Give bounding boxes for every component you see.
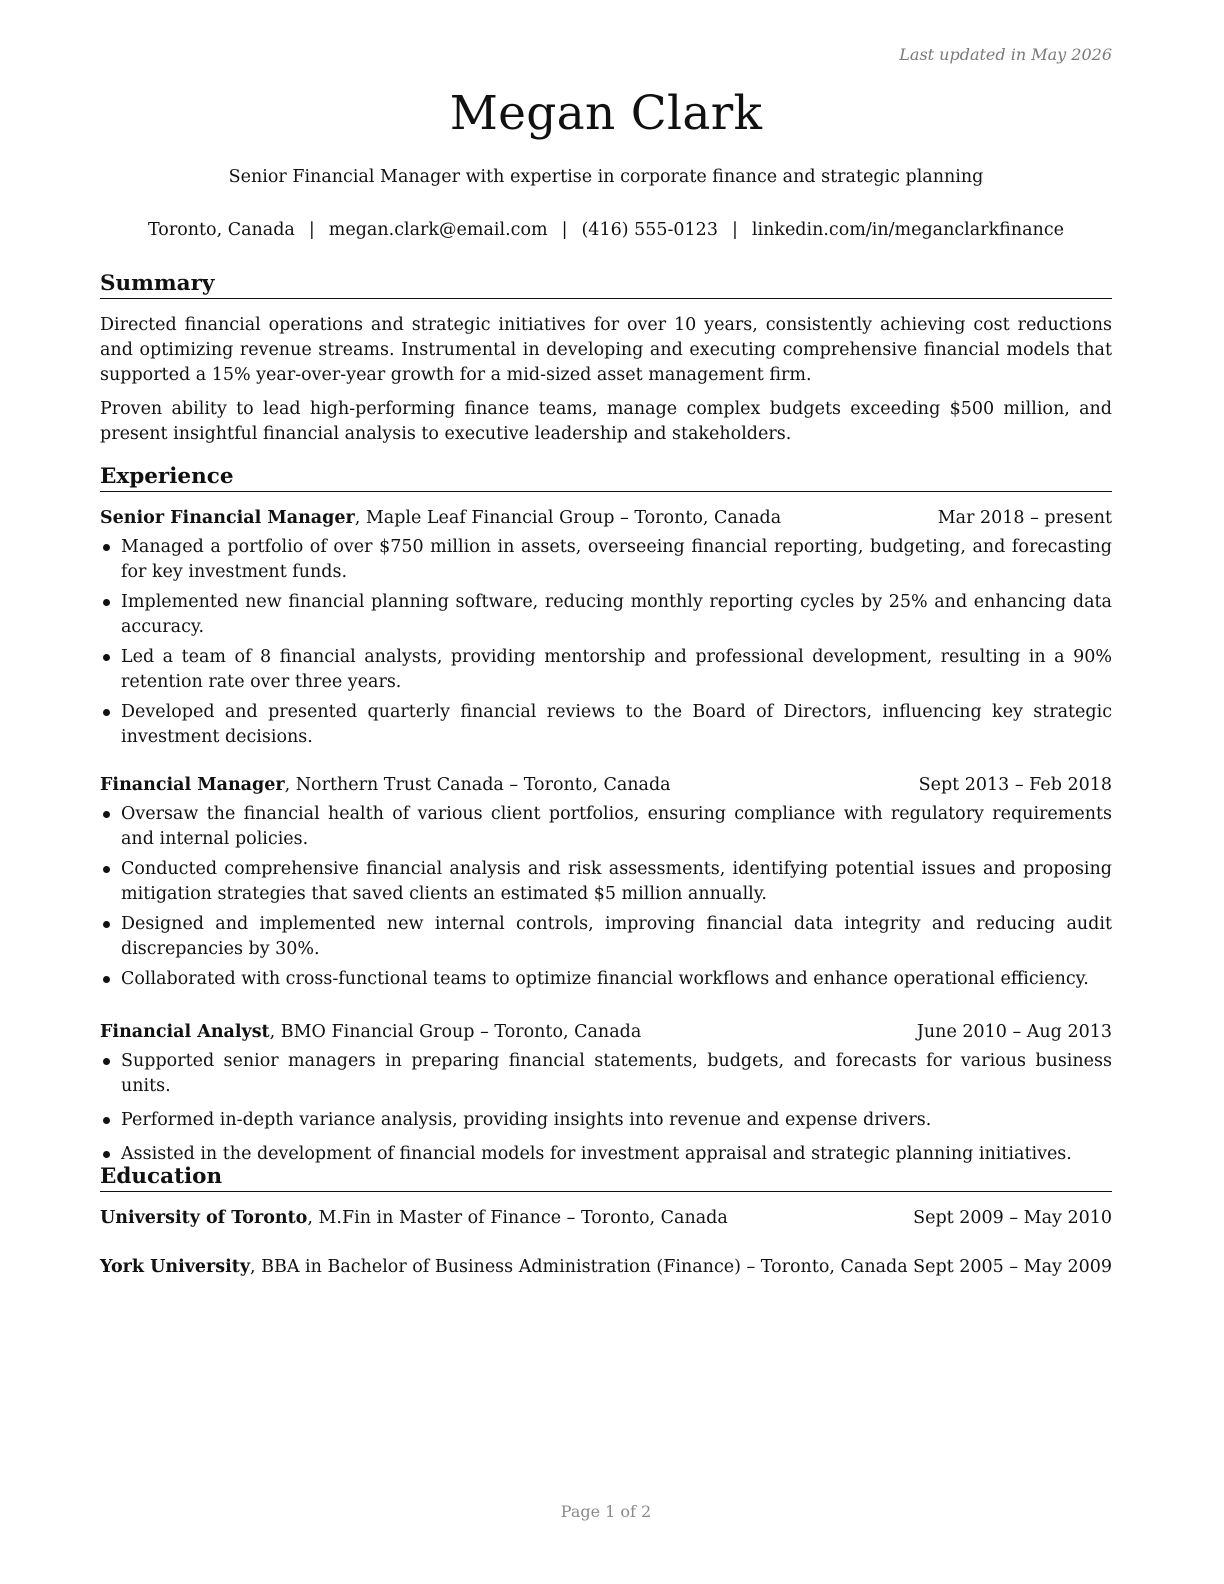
job-bullet: Oversaw the financial health of various client portfolios, ensuring compliance with regulatory requirements and internal policies. (100, 802, 1112, 852)
school-name: University of Toronto (100, 1208, 308, 1228)
education-dates: Sept 2005 – May 2009 (913, 1257, 1112, 1277)
job-header-row (100, 506, 1112, 531)
job-bullet: Managed a portfolio of over $750 million in assets, overseeing financial reporting, budgeting, and forecasting for key investment funds. (100, 535, 1112, 585)
bullet-dot-icon (103, 709, 110, 716)
section-title-experience: Experience (100, 464, 1112, 492)
contact-email-link[interactable]: megan.clark@email.com (328, 220, 548, 240)
education-section (100, 1164, 1112, 1280)
job-entry (100, 773, 1112, 992)
bullet-dot-icon (103, 544, 110, 551)
job-organization: , BMO Financial Group – Toronto, Canada (269, 1022, 642, 1042)
job-bullet: Developed and presented quarterly financial reviews to the Board of Directors, influencing key strategic investment decisions. (100, 700, 1112, 750)
job-dates: Sept 2013 – Feb 2018 (918, 775, 1112, 795)
job-bullet: Assisted in the development of financial models for investment appraisal and strategic planning initiatives. (100, 1142, 1112, 1167)
candidate-name: Megan Clark (449, 86, 763, 141)
contact-phone-link[interactable]: (416) 555-0123 (581, 220, 718, 240)
section-title-education: Education (100, 1164, 1112, 1192)
bullet-dot-icon (103, 1058, 110, 1065)
job-header-row (100, 1020, 1112, 1045)
education-dates: Sept 2009 – May 2010 (913, 1208, 1112, 1228)
bullet-dot-icon (103, 811, 110, 818)
job-bullet: Designed and implemented new internal controls, improving financial data integrity and reducing audit discrepancies by 30%. (100, 912, 1112, 962)
contact-location: Toronto, Canada (147, 220, 295, 240)
job-header-row (100, 773, 1112, 798)
job-dates: June 2010 – Aug 2013 (916, 1022, 1112, 1042)
last-updated-note: Last updated in May 2026 (899, 45, 1112, 64)
resume-page (100, 0, 1112, 1584)
job-entry (100, 506, 1112, 750)
school-name: York University (100, 1257, 250, 1277)
job-bullet: Led a team of 8 financial analysts, providing mentorship and professional development, resulting in a 90% retention rate over three years. (100, 645, 1112, 695)
degree-info: , M.Fin in Master of Finance – Toronto, Canada (307, 1208, 728, 1228)
bullet-dot-icon (103, 976, 110, 983)
summary-paragraph: Proven ability to lead high-performing finance teams, manage complex budgets exceeding $500 million, and present insightful financial analysis to executive leadership and stakeholders. (100, 399, 1112, 444)
job-entry (100, 1020, 1112, 1167)
degree-info: , BBA in Bachelor of Business Administration (Finance) – Toronto, Canada (250, 1257, 908, 1277)
section-title-summary: Summary (100, 271, 1112, 299)
job-bullet: Performed in-depth variance analysis, providing insights into revenue and expense drivers. (100, 1108, 1112, 1133)
page-number: Page 1 of 2 (560, 1502, 652, 1521)
bullet-dot-icon (103, 599, 110, 606)
contact-separator: | (731, 220, 738, 240)
education-entry (100, 1206, 1112, 1231)
bullet-dot-icon (103, 1151, 110, 1158)
job-dates: Mar 2018 – present (937, 508, 1112, 528)
job-bullet-list (100, 535, 1112, 750)
job-bullet: Conducted comprehensive financial analysis and risk assessments, identifying potential issues and proposing mitigation strategies that saved clients an estimated $5 million annually. (100, 857, 1112, 907)
contact-line (100, 220, 1112, 240)
bullet-dot-icon (103, 921, 110, 928)
bullet-dot-icon (103, 1117, 110, 1124)
contact-separator: | (308, 220, 315, 240)
bullet-dot-icon (103, 866, 110, 873)
job-bullet: Collaborated with cross-functional teams to optimize financial workflows and enhance operational efficiency. (100, 967, 1112, 992)
job-bullet-list (100, 1049, 1112, 1167)
job-organization: , Maple Leaf Financial Group – Toronto, Canada (354, 508, 782, 528)
bullet-dot-icon (103, 654, 110, 661)
job-organization: , Northern Trust Canada – Toronto, Canada (284, 775, 671, 795)
tagline: Senior Financial Manager with expertise in corporate finance and strategic planning (228, 167, 984, 187)
contact-separator: | (561, 220, 568, 240)
job-title: Senior Financial Manager (100, 508, 355, 528)
job-bullet-list (100, 802, 1112, 992)
summary-paragraph: Directed financial operations and strategic initiatives for over 10 years, consistently achieving cost reductions and optimizing revenue streams. Instrumental in developing and executing comprehensive financial models that supported a 15% year-over-year growth for a mid-sized asset management firm. (100, 315, 1112, 385)
experience-section (100, 464, 1112, 1167)
job-title: Financial Analyst (100, 1022, 270, 1042)
summary-section (100, 271, 1112, 447)
job-title: Financial Manager (100, 775, 285, 795)
job-bullet: Implemented new financial planning software, reducing monthly reporting cycles by 25% and enhancing data accuracy. (100, 590, 1112, 640)
contact-linkedin-link[interactable]: linkedin.com/in/meganclarkfinance (751, 220, 1064, 240)
education-entry (100, 1255, 1112, 1280)
job-bullet: Supported senior managers in preparing financial statements, budgets, and forecasts for various business units. (100, 1049, 1112, 1099)
